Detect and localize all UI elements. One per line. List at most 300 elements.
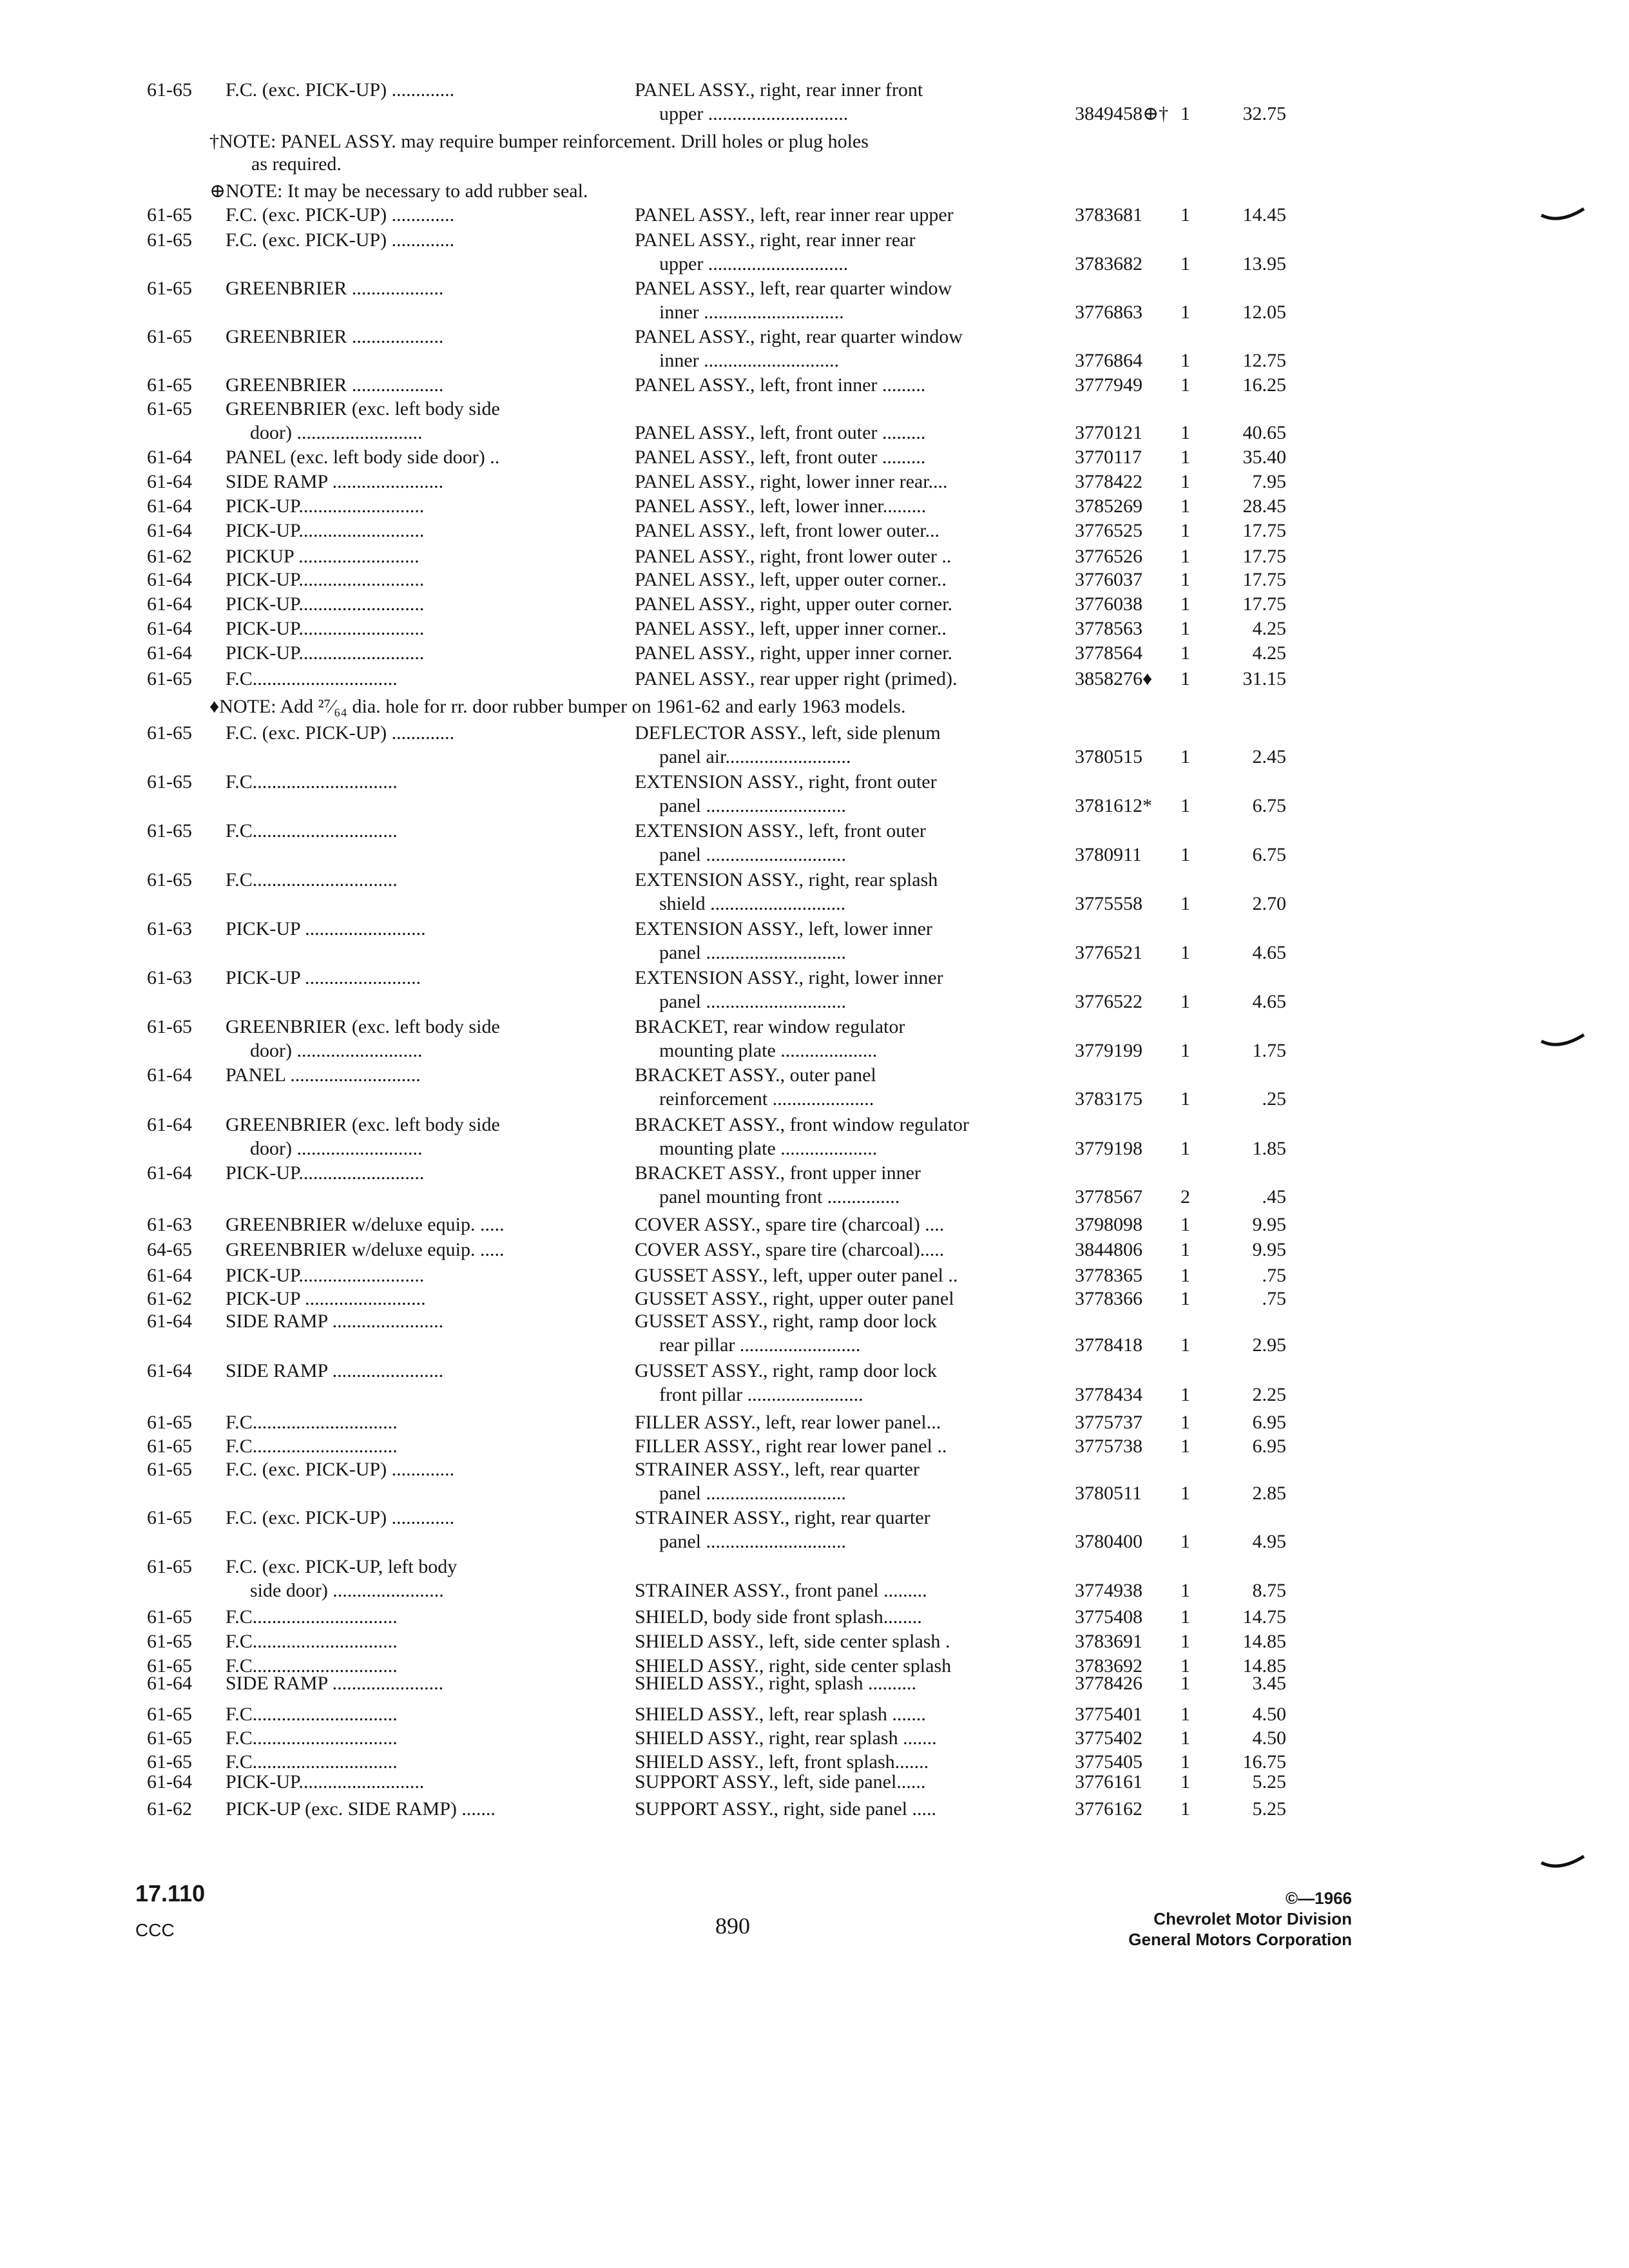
list-price: 6.75 [1252, 795, 1286, 816]
table-row [0, 869, 1629, 916]
list-price: .75 [1262, 1265, 1286, 1286]
model-year: 61-65 [147, 278, 192, 299]
table-row [0, 325, 1629, 373]
model-name: GREENBRIER ................... [226, 278, 444, 299]
part-description-continued: panel ............................. [659, 991, 846, 1012]
part-description: PANEL ASSY., left, rear inner rear upper [635, 204, 954, 226]
list-price: 6.95 [1252, 1412, 1286, 1433]
model-name: F.C. (exc. PICK-UP) ............. [226, 722, 455, 744]
section-number: 17.110 [135, 1880, 206, 1907]
quantity: 1 [1181, 495, 1190, 517]
model-year: 61-65 [147, 1631, 192, 1652]
model-name: GREENBRIER w/deluxe equip. ..... [226, 1214, 505, 1235]
quantity: 1 [1181, 103, 1190, 124]
part-number: 3775405 [1075, 1751, 1142, 1773]
note-text: ⊕NOTE: It may be necessary to add rubber seal. [209, 180, 588, 202]
table-row [0, 1555, 1629, 1603]
part-number: 3783692 [1075, 1655, 1142, 1677]
part-number: 3778366 [1075, 1288, 1142, 1309]
model-year: 61-64 [147, 1265, 192, 1286]
quantity: 1 [1181, 1334, 1190, 1356]
table-row [0, 374, 1629, 399]
part-description: SHIELD ASSY., left, front splash....... [635, 1751, 929, 1773]
model-name: PICK-UP.......................... [226, 593, 425, 615]
list-price: 32.75 [1242, 103, 1286, 124]
part-description-continued: mounting plate .................... [659, 1138, 878, 1159]
part-description-continued: panel mounting front ............... [659, 1186, 900, 1207]
part-number: 3780400 [1075, 1531, 1142, 1552]
list-price: 31.15 [1242, 668, 1286, 689]
part-number: 3775408 [1075, 1606, 1142, 1628]
model-year: 61-64 [147, 1162, 192, 1184]
table-row [0, 1630, 1629, 1656]
model-name: F.C.............................. [226, 1704, 398, 1725]
table-row [0, 1672, 1629, 1698]
part-description: PANEL ASSY., right, upper outer corner. [635, 593, 953, 615]
table-row [0, 79, 1629, 126]
list-price: 1.85 [1252, 1138, 1286, 1159]
model-name: F.C.............................. [226, 869, 398, 890]
part-description: COVER ASSY., spare tire (charcoal)..... [635, 1239, 945, 1260]
table-row [0, 519, 1629, 545]
model-name: PANEL (exc. left body side door) .. [226, 447, 500, 468]
page-number: 890 [715, 1913, 750, 1939]
model-year: 61-65 [147, 1412, 192, 1433]
copyright-block [1128, 1888, 1352, 1950]
table-row [0, 642, 1629, 668]
quantity: 1 [1181, 668, 1190, 689]
model-name: F.C.............................. [226, 1436, 398, 1457]
catalog-code: CCC [135, 1920, 175, 1940]
list-price: 3.45 [1252, 1673, 1286, 1694]
model-year: 61-64 [147, 1771, 192, 1792]
part-description-continued: front pillar ........................ [659, 1384, 863, 1405]
part-description-continued: panel air.......................... [659, 746, 851, 767]
table-row [0, 495, 1629, 521]
quantity: 1 [1181, 1673, 1190, 1694]
part-description: FILLER ASSY., right rear lower panel .. [635, 1436, 947, 1457]
part-description: GUSSET ASSY., left, upper outer panel .. [635, 1265, 958, 1286]
model-name: F.C.............................. [226, 1606, 398, 1628]
part-number: 3770121 [1075, 422, 1142, 443]
part-description-continued: inner ............................. [659, 302, 844, 323]
list-price: 14.85 [1242, 1631, 1286, 1652]
list-price: .75 [1262, 1288, 1286, 1309]
quantity: 1 [1181, 447, 1190, 468]
part-description: PANEL ASSY., right, rear inner front [635, 79, 923, 101]
quantity: 1 [1181, 1384, 1190, 1405]
part-number: 3775737 [1075, 1412, 1142, 1433]
copyright-year: ©—1966 [1286, 1888, 1352, 1908]
part-description-continued: panel ............................. [659, 844, 846, 865]
part-number: 3780911 [1075, 844, 1142, 865]
part-description-continued: PANEL ASSY., left, front outer ......... [635, 422, 926, 443]
quantity: 1 [1181, 1798, 1190, 1820]
table-row [0, 966, 1629, 1014]
part-number: 3778434 [1075, 1384, 1142, 1405]
table-row [0, 1458, 1629, 1506]
model-year: 61-65 [147, 326, 192, 347]
part-description: GUSSET ASSY., right, upper outer panel [635, 1288, 954, 1309]
model-year: 64-65 [147, 1239, 192, 1260]
table-row [0, 1015, 1629, 1063]
part-number: 3778567 [1075, 1186, 1142, 1207]
model-name: F.C. (exc. PICK-UP, left body [226, 1556, 458, 1577]
list-price: 5.25 [1252, 1771, 1286, 1792]
table-row [0, 1727, 1629, 1753]
table-row [0, 470, 1629, 496]
part-number: 3780511 [1075, 1483, 1142, 1504]
part-description-continued: panel ............................. [659, 942, 846, 963]
table-row [0, 1435, 1629, 1461]
part-description: COVER ASSY., spare tire (charcoal) .... [635, 1214, 945, 1235]
part-description: STRAINER ASSY., right, rear quarter [635, 1507, 930, 1528]
part-description: STRAINER ASSY., left, rear quarter [635, 1459, 920, 1480]
model-year: 61-64 [147, 495, 192, 517]
model-name: GREENBRIER ................... [226, 326, 444, 347]
model-year: 61-64 [147, 1311, 192, 1332]
model-year: 61-65 [147, 722, 192, 744]
part-number: 3777949 [1075, 374, 1142, 396]
list-price: 4.25 [1252, 642, 1286, 664]
model-name-continued: door) .......................... [250, 1138, 423, 1159]
quantity: 1 [1181, 1040, 1190, 1061]
quantity: 1 [1181, 520, 1190, 541]
list-price: 2.70 [1252, 893, 1286, 914]
quantity: 1 [1181, 1265, 1190, 1286]
model-name: SIDE RAMP ....................... [226, 471, 444, 492]
list-price: 2.85 [1252, 1483, 1286, 1504]
model-year: 61-64 [147, 471, 192, 492]
part-number: 3776162 [1075, 1798, 1142, 1820]
quantity: 1 [1181, 1483, 1190, 1504]
model-year: 61-65 [147, 1507, 192, 1528]
table-row [0, 820, 1629, 867]
part-number: 3775401 [1075, 1704, 1142, 1725]
part-number: 3776864 [1075, 350, 1142, 371]
model-name: GREENBRIER w/deluxe equip. ..... [226, 1239, 505, 1260]
part-description-continued: shield ............................ [659, 893, 846, 914]
part-description: FILLER ASSY., left, rear lower panel... [635, 1412, 941, 1433]
table-row [0, 617, 1629, 643]
note-text: as required. [251, 153, 342, 175]
part-number: 3783681 [1075, 204, 1142, 226]
table-row [0, 1771, 1629, 1796]
list-price: 5.25 [1252, 1798, 1286, 1820]
part-description: EXTENSION ASSY., right, lower inner [635, 967, 943, 988]
part-description-continued: upper ............................. [659, 253, 849, 274]
table-row [0, 722, 1629, 769]
quantity: 1 [1181, 422, 1190, 443]
model-name: PICK-UP.......................... [226, 569, 425, 590]
model-name-continued: door) .......................... [250, 422, 423, 443]
part-description: SHIELD ASSY., right, side center splash [635, 1655, 952, 1677]
part-description: BRACKET ASSY., outer panel [635, 1064, 876, 1086]
list-price: 7.95 [1252, 471, 1286, 492]
quantity: 1 [1181, 746, 1190, 767]
model-year: 61-65 [147, 1016, 192, 1037]
corporation-name: General Motors Corporation [1128, 1930, 1352, 1949]
model-year: 61-64 [147, 1673, 192, 1694]
list-price: 12.05 [1242, 302, 1286, 323]
quantity: 1 [1181, 1751, 1190, 1773]
part-number: 3778365 [1075, 1265, 1142, 1286]
list-price: 2.25 [1252, 1384, 1286, 1405]
model-year: 61-65 [147, 204, 192, 226]
part-number: 3776525 [1075, 520, 1142, 541]
list-price: 14.85 [1242, 1655, 1286, 1677]
part-number: 3779198 [1075, 1138, 1142, 1159]
part-description: EXTENSION ASSY., left, lower inner [635, 918, 932, 939]
table-row [0, 1264, 1629, 1290]
list-price: 4.50 [1252, 1704, 1286, 1725]
model-name: PICK-UP.......................... [226, 618, 425, 639]
quantity: 1 [1181, 618, 1190, 639]
quantity: 1 [1181, 1239, 1190, 1260]
quantity: 1 [1181, 569, 1190, 590]
table-row [0, 568, 1629, 594]
model-year: 61-62 [147, 546, 192, 567]
part-description: PANEL ASSY., left, front lower outer... [635, 520, 940, 541]
part-number: 3778563 [1075, 618, 1142, 639]
model-name: F.C. (exc. PICK-UP) ............. [226, 229, 455, 251]
table-row [0, 1310, 1629, 1358]
list-price: 14.75 [1242, 1606, 1286, 1628]
part-number: 3783691 [1075, 1631, 1142, 1652]
quantity: 1 [1181, 1704, 1190, 1725]
model-year: 61-65 [147, 229, 192, 251]
part-number: 3781612* [1075, 795, 1152, 816]
list-price: 16.75 [1242, 1751, 1286, 1773]
table-row [0, 1606, 1629, 1631]
model-name: F.C. (exc. PICK-UP) ............. [226, 1459, 455, 1480]
part-number: 3778418 [1075, 1334, 1142, 1356]
part-description: GUSSET ASSY., right, ramp door lock [635, 1311, 937, 1332]
quantity: 1 [1181, 1412, 1190, 1433]
division-name: Chevrolet Motor Division [1153, 1909, 1352, 1928]
quantity: 1 [1181, 1606, 1190, 1628]
model-name: SIDE RAMP ....................... [226, 1311, 444, 1332]
table-row [0, 229, 1629, 276]
part-description: SHIELD ASSY., left, side center splash . [635, 1631, 950, 1652]
part-number: 3775402 [1075, 1727, 1142, 1749]
quantity: 1 [1181, 593, 1190, 615]
model-name: GREENBRIER ................... [226, 374, 444, 396]
model-year: 61-65 [147, 79, 192, 101]
model-name: PICKUP ......................... [226, 546, 419, 567]
quantity: 1 [1181, 471, 1190, 492]
part-description: PANEL ASSY., right, rear inner rear [635, 229, 916, 251]
model-name-continued: side door) ....................... [250, 1580, 444, 1601]
part-number: 3776161 [1075, 1771, 1142, 1792]
margin-tick-mark-icon [1540, 205, 1585, 224]
part-number: 3776526 [1075, 546, 1142, 567]
model-name: PICK-UP ......................... [226, 918, 426, 939]
quantity: 1 [1181, 991, 1190, 1012]
table-row [0, 668, 1629, 693]
model-name: GREENBRIER (exc. left body side [226, 398, 500, 419]
quantity: 1 [1181, 1436, 1190, 1457]
model-year: 61-64 [147, 593, 192, 615]
model-year: 61-65 [147, 1606, 192, 1628]
model-year: 61-65 [147, 1727, 192, 1749]
model-name-continued: door) .......................... [250, 1040, 423, 1061]
quantity: 1 [1181, 1631, 1190, 1652]
list-price: 1.75 [1252, 1040, 1286, 1061]
quantity: 1 [1181, 253, 1190, 274]
list-price: 6.75 [1252, 844, 1286, 865]
table-row [0, 1506, 1629, 1554]
table-row [0, 1703, 1629, 1729]
list-price: 9.95 [1252, 1239, 1286, 1260]
part-number: 3783175 [1075, 1088, 1142, 1110]
table-row [0, 1287, 1629, 1313]
model-name: PANEL ........................... [226, 1064, 421, 1086]
list-price: .45 [1262, 1186, 1286, 1207]
part-number: 3785269 [1075, 495, 1142, 517]
quantity: 1 [1181, 1727, 1190, 1749]
model-year: 61-63 [147, 1214, 192, 1235]
list-price: 17.75 [1242, 546, 1286, 567]
model-year: 61-64 [147, 447, 192, 468]
quantity: 1 [1181, 350, 1190, 371]
list-price: 8.75 [1252, 1580, 1286, 1601]
quantity: 1 [1181, 1771, 1190, 1792]
quantity: 1 [1181, 374, 1190, 396]
model-name: F.C.............................. [226, 820, 398, 841]
model-year: 61-62 [147, 1288, 192, 1309]
part-number: 3776038 [1075, 593, 1142, 615]
table-row [0, 398, 1629, 445]
list-price: 6.95 [1252, 1436, 1286, 1457]
model-year: 61-63 [147, 967, 192, 988]
part-number: 3783682 [1075, 253, 1142, 274]
model-name: F.C.............................. [226, 1727, 398, 1749]
part-description: BRACKET ASSY., front upper inner [635, 1162, 921, 1184]
part-number: 3798098 [1075, 1214, 1142, 1235]
model-name: F.C.............................. [226, 1412, 398, 1433]
part-description: SUPPORT ASSY., right, side panel ..... [635, 1798, 937, 1820]
model-name: F.C.............................. [226, 1631, 398, 1652]
part-number: 3849458⊕† [1075, 103, 1169, 124]
list-price: 2.95 [1252, 1334, 1286, 1356]
list-price: 2.45 [1252, 746, 1286, 767]
table-row [0, 1162, 1629, 1209]
model-year: 61-64 [147, 1360, 192, 1381]
part-description: PANEL ASSY., left, front outer ......... [635, 447, 926, 468]
part-description-continued: panel ............................. [659, 1483, 846, 1504]
table-row [0, 1411, 1629, 1437]
part-number: 3774938 [1075, 1580, 1142, 1601]
part-number: 3775558 [1075, 893, 1142, 914]
margin-tick-mark-icon [1540, 1031, 1585, 1050]
part-description: PANEL ASSY., right, lower inner rear.... [635, 471, 948, 492]
model-year: 61-65 [147, 1751, 192, 1773]
quantity: 1 [1181, 1214, 1190, 1235]
model-year: 61-65 [147, 1436, 192, 1457]
part-number: 3776521 [1075, 942, 1142, 963]
model-year: 61-65 [147, 869, 192, 890]
list-price: 14.45 [1242, 204, 1286, 226]
quantity: 2 [1181, 1186, 1190, 1207]
list-price: 9.95 [1252, 1214, 1286, 1235]
quantity: 1 [1181, 1655, 1190, 1677]
part-description: PANEL ASSY., right, upper inner corner. [635, 642, 953, 664]
part-description: EXTENSION ASSY., right, front outer [635, 771, 937, 793]
model-year: 61-63 [147, 918, 192, 939]
list-price: 12.75 [1242, 350, 1286, 371]
part-description-continued: STRAINER ASSY., front panel ......... [635, 1580, 927, 1601]
model-year: 61-64 [147, 569, 192, 590]
quantity: 1 [1181, 844, 1190, 865]
model-name: PICK-UP.......................... [226, 1265, 425, 1286]
part-description: BRACKET, rear window regulator [635, 1016, 905, 1037]
table-row [0, 1064, 1629, 1111]
model-year: 61-64 [147, 642, 192, 664]
model-year: 61-62 [147, 1798, 192, 1820]
model-year: 61-65 [147, 1556, 192, 1577]
model-year: 61-64 [147, 1114, 192, 1135]
part-description-continued: upper ............................. [659, 103, 849, 124]
list-price: 17.75 [1242, 569, 1286, 590]
model-name: PICK-UP.......................... [226, 1162, 425, 1184]
list-price: 4.95 [1252, 1531, 1286, 1552]
note-text: †NOTE: PANEL ASSY. may require bumper reinforcement. Drill holes or plug holes [209, 131, 869, 152]
part-description: PANEL ASSY., right, rear quarter window [635, 326, 963, 347]
table-row [0, 277, 1629, 325]
part-number: 3776522 [1075, 991, 1142, 1012]
model-year: 61-64 [147, 1064, 192, 1086]
part-description-continued: rear pillar ......................... [659, 1334, 861, 1356]
part-description: PANEL ASSY., right, front lower outer .. [635, 546, 952, 567]
model-year: 61-65 [147, 1704, 192, 1725]
quantity: 1 [1181, 302, 1190, 323]
quantity: 1 [1181, 1088, 1190, 1110]
part-description: SHIELD ASSY., right, rear splash ....... [635, 1727, 937, 1749]
table-row [0, 593, 1629, 619]
model-name: PICK-UP.......................... [226, 642, 425, 664]
list-price: 17.75 [1242, 520, 1286, 541]
part-description: EXTENSION ASSY., left, front outer [635, 820, 926, 841]
part-number: 3858276♦ [1075, 668, 1153, 689]
model-year: 61-65 [147, 374, 192, 396]
quantity: 1 [1181, 1580, 1190, 1601]
quantity: 1 [1181, 1138, 1190, 1159]
model-name: PICK-UP ........................ [226, 967, 421, 988]
part-number: 3778564 [1075, 642, 1142, 664]
part-number: 3775738 [1075, 1436, 1142, 1457]
model-name: PICK-UP.......................... [226, 520, 425, 541]
model-year: 61-65 [147, 398, 192, 419]
part-description: SUPPORT ASSY., left, side panel...... [635, 1771, 926, 1792]
quantity: 1 [1181, 546, 1190, 567]
quantity: 1 [1181, 642, 1190, 664]
part-description-continued: panel ............................. [659, 1531, 846, 1552]
part-description-continued: mounting plate .................... [659, 1040, 878, 1061]
quantity: 1 [1181, 1288, 1190, 1309]
model-name: GREENBRIER (exc. left body side [226, 1114, 500, 1135]
part-description: PANEL ASSY., left, upper inner corner.. [635, 618, 947, 639]
quantity: 1 [1181, 942, 1190, 963]
quantity: 1 [1181, 893, 1190, 914]
quantity: 1 [1181, 204, 1190, 226]
model-year: 61-65 [147, 1459, 192, 1480]
model-name: PICK-UP (exc. SIDE RAMP) ....... [226, 1798, 496, 1820]
part-description-continued: panel ............................. [659, 795, 846, 816]
list-price: .25 [1262, 1088, 1286, 1110]
part-description: PANEL ASSY., left, lower inner......... [635, 495, 927, 517]
part-description: PANEL ASSY., rear upper right (primed). [635, 668, 958, 689]
